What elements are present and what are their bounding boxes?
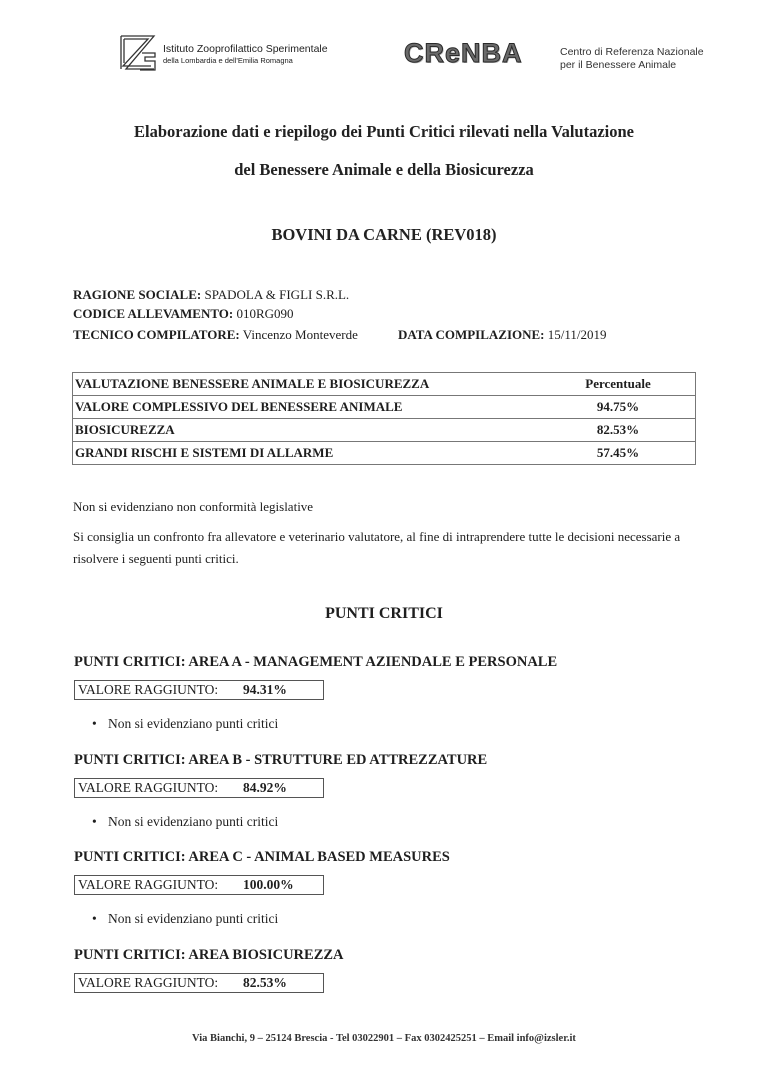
area-b-value-box	[74, 778, 324, 798]
bullet-icon: •	[92, 716, 97, 731]
izs-logo-icon	[118, 33, 158, 73]
table-cell-label: BIOSICUREZZA	[73, 419, 542, 442]
table-row	[73, 442, 696, 465]
data-compilazione	[398, 327, 607, 343]
codice-allevamento	[73, 306, 294, 322]
table-header-row	[73, 373, 696, 396]
table-cell-value: 57.45%	[541, 442, 696, 465]
value-label: VALORE RAGGIUNTO:	[78, 975, 219, 990]
footer-address: Via Bianchi, 9 – 25124 Brescia - Tel 03022901 – Fax 0302425251 – Email info@izsler.it	[192, 1033, 576, 1044]
table-cell-label: VALORE COMPLESSIVO DEL BENESSERE ANIMALE	[73, 396, 542, 419]
area-b-bullet	[92, 814, 278, 830]
tecnico-label: TECNICO COMPILATORE:	[73, 327, 240, 342]
document-title-line1: Elaborazione dati e riepilogo dei Punti Critici rilevati nella Valutazione	[133, 122, 634, 141]
crenba-line1: Centro di Referenza Nazionale	[560, 46, 704, 58]
area-c-title: PUNTI CRITICI: AREA C - ANIMAL BASED MEASURES	[74, 849, 450, 865]
codice-label: CODICE ALLEVAMENTO:	[73, 306, 234, 321]
area-a-value-box	[74, 680, 324, 700]
bullet-text: Non si evidenziano punti critici	[108, 911, 279, 926]
tecnico-value: Vincenzo Monteverde	[242, 327, 358, 342]
value-label: VALORE RAGGIUNTO:	[78, 877, 219, 892]
tecnico-compilatore	[73, 327, 358, 343]
ragione-sociale-value: SPADOLA & FIGLI S.R.L.	[204, 287, 350, 302]
table-header-percent: Percentuale	[541, 373, 696, 396]
table-row	[73, 419, 696, 442]
value: 100.00%	[243, 877, 294, 892]
table-cell-label: GRANDI RISCHI E SISTEMI DI ALLARME	[73, 442, 542, 465]
table-cell-value: 94.75%	[541, 396, 696, 419]
izs-subtitle: della Lombardia e dell'Emilia Romagna	[163, 56, 293, 65]
note-conformita: Non si evidenziano non conformità legislative	[73, 499, 314, 514]
bullet-icon: •	[92, 911, 97, 926]
ragione-sociale	[73, 287, 349, 303]
izs-name: Istituto Zooprofilattico Sperimentale	[163, 43, 328, 55]
area-biosicurezza-title: PUNTI CRITICI: AREA BIOSICUREZZA	[74, 947, 344, 963]
crenba-description	[560, 46, 704, 72]
crenba-logo: CReNBA	[404, 38, 523, 68]
crenba-line2: per il Benessere Animale	[560, 59, 677, 71]
area-c-bullet	[92, 911, 278, 927]
punti-critici-heading: PUNTI CRITICI	[325, 605, 443, 622]
document-title-line2: del Benessere Animale e della Biosicurezza	[234, 160, 534, 179]
document-subtitle: BOVINI DA CARNE (REV018)	[271, 225, 497, 244]
summary-table	[72, 372, 696, 465]
value: 84.92%	[243, 780, 287, 795]
data-label: DATA COMPILAZIONE:	[398, 327, 545, 342]
value: 82.53%	[243, 975, 287, 990]
note-consiglio: Si consiglia un confronto fra allevatore e veterinario valutatore, al fine di intraprendere tutte le decisioni necessarie a risolvere i seguenti punti critici.	[73, 529, 681, 566]
codice-value: 010RG090	[236, 306, 294, 321]
data-value: 15/11/2019	[547, 327, 607, 342]
ragione-sociale-label: RAGIONE SOCIALE:	[73, 287, 202, 302]
bullet-text: Non si evidenziano punti critici	[108, 716, 279, 731]
bullet-text: Non si evidenziano punti critici	[108, 814, 279, 829]
table-header-label: VALUTAZIONE BENESSERE ANIMALE E BIOSICUREZZA	[73, 373, 542, 396]
value-label: VALORE RAGGIUNTO:	[78, 780, 219, 795]
table-row	[73, 396, 696, 419]
bullet-icon: •	[92, 814, 97, 829]
area-a-title: PUNTI CRITICI: AREA A - MANAGEMENT AZIENDALE E PERSONALE	[74, 654, 558, 670]
area-b-title: PUNTI CRITICI: AREA B - STRUTTURE ED ATTREZZATURE	[74, 752, 488, 768]
value: 94.31%	[243, 682, 287, 697]
area-c-value-box	[74, 875, 324, 895]
value-label: VALORE RAGGIUNTO:	[78, 682, 219, 697]
izs-institute-name	[163, 44, 328, 66]
area-a-bullet	[92, 716, 278, 732]
area-biosicurezza-value-box	[74, 973, 324, 993]
table-cell-value: 82.53%	[541, 419, 696, 442]
